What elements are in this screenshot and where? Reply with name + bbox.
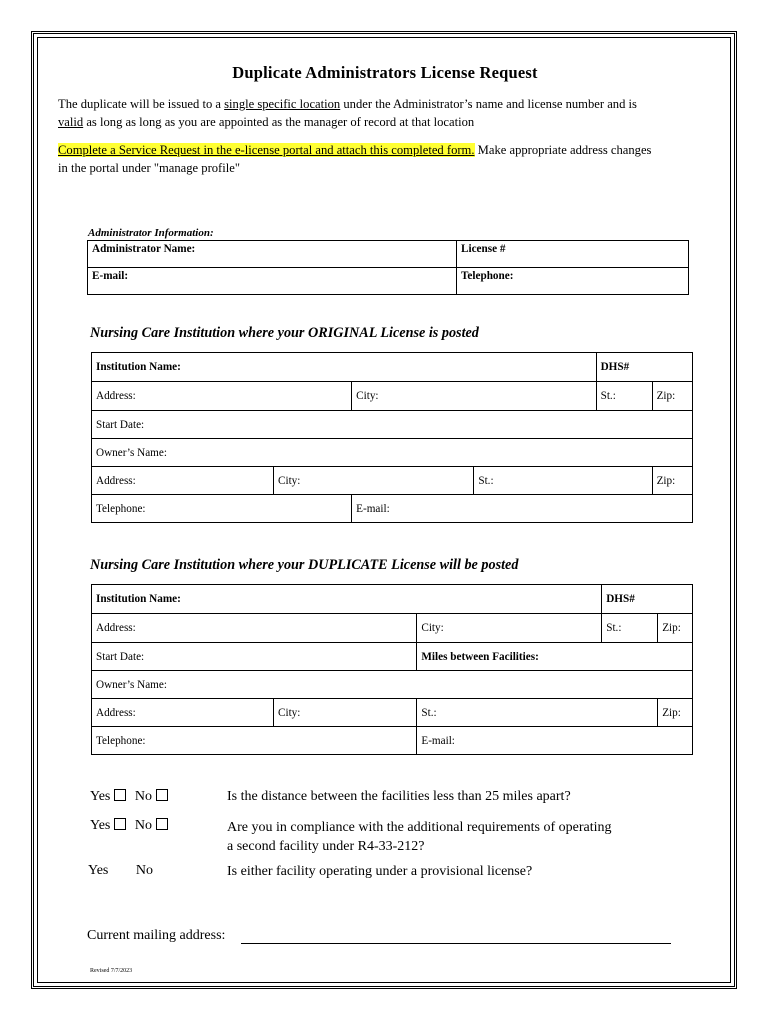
question-2-line-2: a second facility under R4-33-212? bbox=[227, 839, 425, 854]
original-start-date-field[interactable]: Start Date: bbox=[92, 411, 693, 439]
question-2-no-label: No bbox=[134, 818, 152, 833]
instruction-rest: Make appropriate address changes in the portal under "manage profile" bbox=[58, 143, 652, 175]
question-3-yes-label[interactable]: Yes bbox=[88, 863, 109, 878]
original-telephone-field[interactable]: Telephone: bbox=[92, 495, 352, 523]
question-3-choices bbox=[88, 863, 153, 879]
admin-telephone-field[interactable]: Telephone: bbox=[457, 268, 689, 295]
intro-text-2: under the Administrator’s name and license number and is bbox=[340, 97, 637, 111]
original-dhs-field[interactable]: DHS# bbox=[596, 353, 692, 382]
original-state-field[interactable]: St.: bbox=[596, 382, 652, 411]
admin-info-table bbox=[87, 240, 689, 295]
page-title: Duplicate Administrators License Request bbox=[232, 63, 538, 82]
mailing-address-line[interactable] bbox=[241, 943, 671, 944]
question-1-no-checkbox[interactable] bbox=[156, 789, 168, 801]
duplicate-address-field[interactable]: Address: bbox=[92, 614, 417, 643]
original-email-field[interactable]: E-mail: bbox=[352, 495, 693, 523]
question-2-choices bbox=[90, 818, 168, 834]
instruction-paragraph bbox=[58, 141, 658, 177]
question-1-choices bbox=[90, 789, 168, 805]
duplicate-institution-name-field[interactable]: Institution Name: bbox=[92, 585, 602, 614]
admin-name-field[interactable]: Administrator Name: bbox=[88, 241, 457, 268]
admin-email-field[interactable]: E-mail: bbox=[88, 268, 457, 295]
duplicate-dhs-field[interactable]: DHS# bbox=[602, 585, 693, 614]
duplicate-state-field[interactable]: St.: bbox=[602, 614, 658, 643]
original-institution-name-field[interactable]: Institution Name: bbox=[92, 353, 597, 382]
original-owner-zip-field[interactable]: Zip: bbox=[652, 467, 692, 495]
duplicate-city-field[interactable]: City: bbox=[417, 614, 602, 643]
duplicate-zip-field[interactable]: Zip: bbox=[658, 614, 693, 643]
duplicate-email-field[interactable]: E-mail: bbox=[417, 727, 693, 755]
mailing-address-label: Current mailing address: bbox=[87, 928, 226, 943]
duplicate-owner-zip-field[interactable]: Zip: bbox=[658, 699, 693, 727]
question-1-text: Is the distance between the facilities less than 25 miles apart? bbox=[227, 789, 571, 804]
original-owner-name-field[interactable]: Owner’s Name: bbox=[92, 439, 693, 467]
intro-text-1: The duplicate will be issued to a bbox=[58, 97, 225, 111]
question-2-text bbox=[227, 818, 612, 856]
question-1-yes-checkbox[interactable] bbox=[114, 789, 126, 801]
intro-underlined-2: valid bbox=[58, 115, 84, 129]
miles-between-facilities-field[interactable]: Miles between Facilities: bbox=[417, 643, 693, 671]
question-1-yes-label: Yes bbox=[90, 789, 111, 804]
duplicate-owner-city-field[interactable]: City: bbox=[274, 699, 417, 727]
question-3-text: Is either facility operating under a provisional license? bbox=[227, 864, 533, 879]
original-owner-address-field[interactable]: Address: bbox=[92, 467, 274, 495]
intro-paragraph bbox=[58, 95, 648, 131]
duplicate-owner-state-field[interactable]: St.: bbox=[417, 699, 658, 727]
duplicate-section-heading: Nursing Care Institution where your DUPLICATE License will be posted bbox=[90, 557, 519, 573]
duplicate-start-date-field[interactable]: Start Date: bbox=[92, 643, 417, 671]
question-2-yes-label: Yes bbox=[90, 818, 111, 833]
question-2-no-checkbox[interactable] bbox=[156, 818, 168, 830]
original-owner-city-field[interactable]: City: bbox=[274, 467, 474, 495]
original-address-field[interactable]: Address: bbox=[92, 382, 352, 411]
revision-note: Revised 7/7/2023 bbox=[90, 968, 133, 974]
duplicate-owner-address-field[interactable]: Address: bbox=[92, 699, 274, 727]
original-zip-field[interactable]: Zip: bbox=[652, 382, 692, 411]
instruction-highlight: Complete a Service Request in the e-license portal and attach this completed form. bbox=[58, 143, 475, 157]
question-1-no-label: No bbox=[134, 789, 152, 804]
duplicate-table bbox=[91, 584, 693, 755]
question-3-no-label[interactable]: No bbox=[135, 863, 153, 878]
duplicate-telephone-field[interactable]: Telephone: bbox=[92, 727, 417, 755]
duplicate-owner-name-field[interactable]: Owner’s Name: bbox=[92, 671, 693, 699]
admin-info-heading: Administrator Information: bbox=[88, 227, 214, 239]
original-section-heading: Nursing Care Institution where your ORIGINAL License is posted bbox=[90, 325, 479, 341]
license-number-field[interactable]: License # bbox=[457, 241, 689, 268]
intro-text-3: as long as long as you are appointed as the manager of record at that location bbox=[83, 115, 475, 129]
original-owner-state-field[interactable]: St.: bbox=[474, 467, 652, 495]
question-2-line-1: Are you in compliance with the additional requirements of operating bbox=[227, 820, 612, 835]
question-2-yes-checkbox[interactable] bbox=[114, 818, 126, 830]
original-city-field[interactable]: City: bbox=[352, 382, 596, 411]
intro-underlined-1: single specific location bbox=[224, 97, 341, 111]
original-table bbox=[91, 352, 693, 523]
